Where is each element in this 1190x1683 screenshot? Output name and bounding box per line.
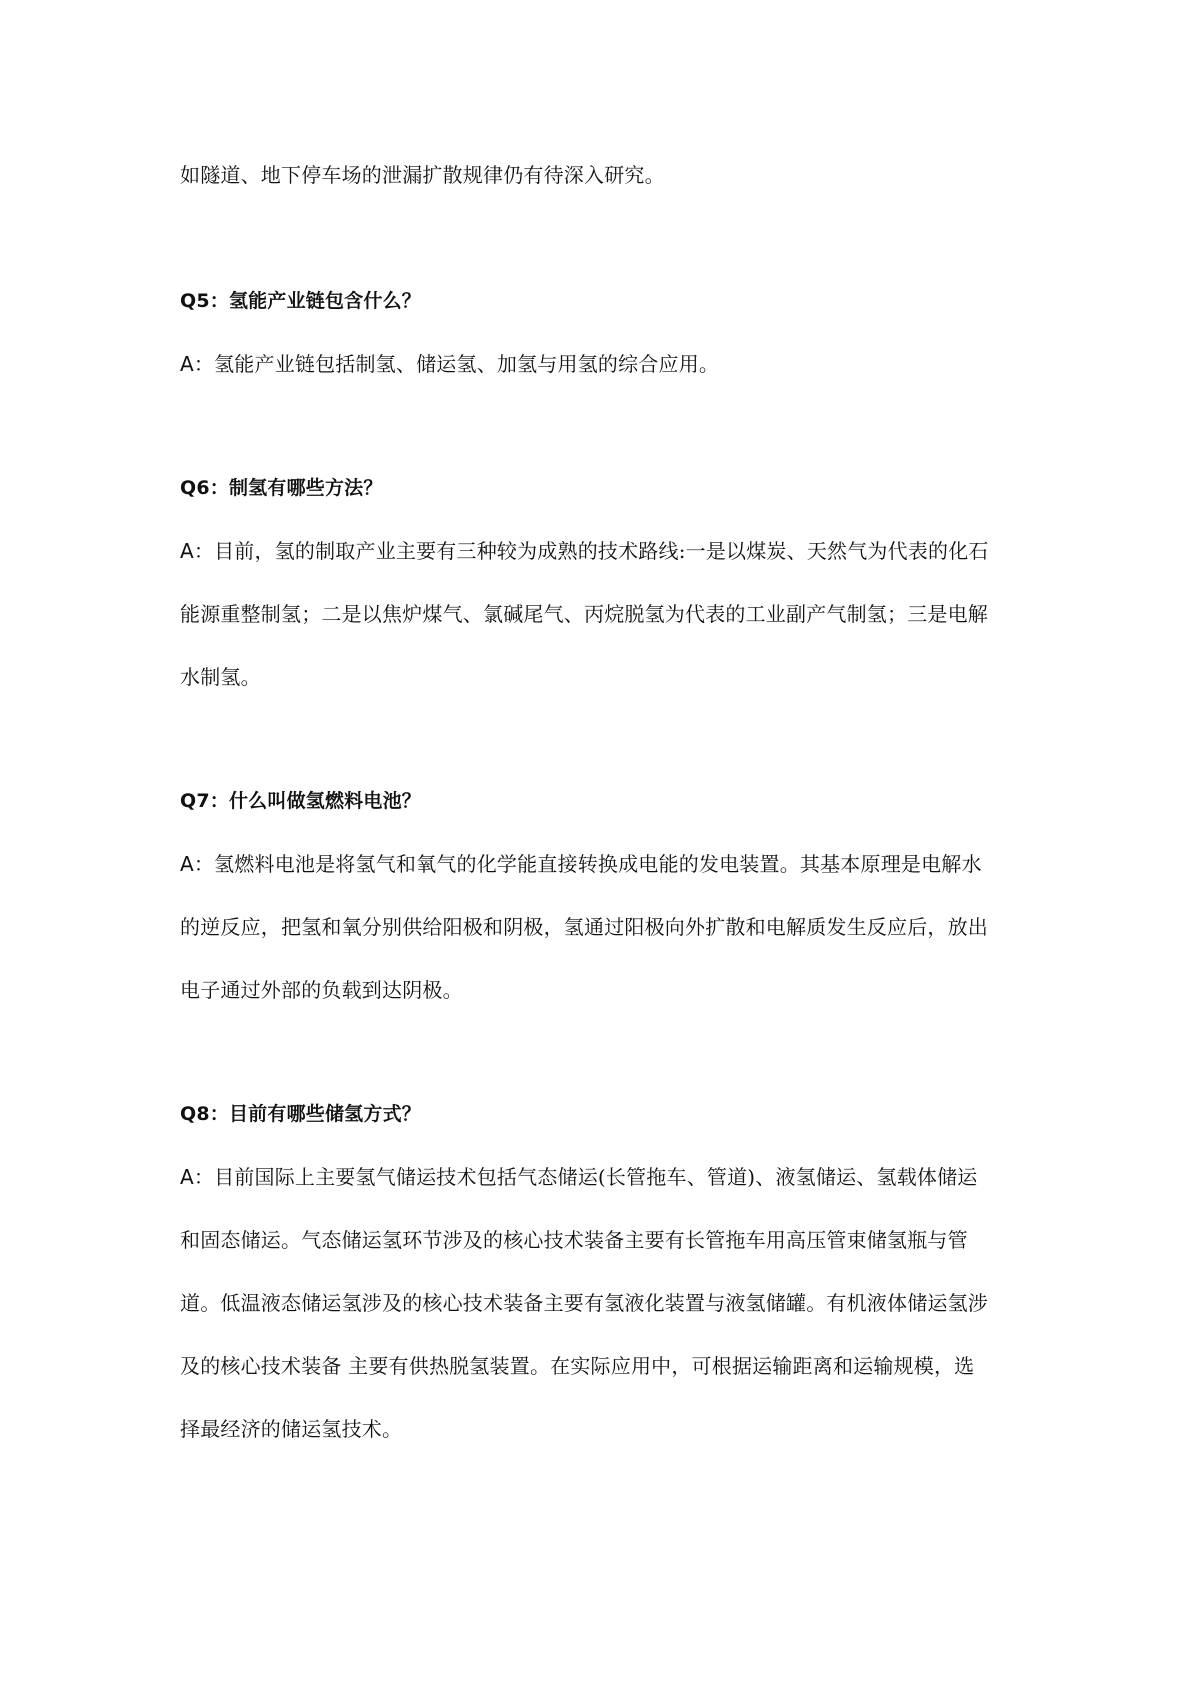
question-q5: Q5：氢能产业链包含什么？	[180, 290, 421, 312]
answer-q7-line-1	[180, 850, 1020, 878]
answer-q6-line-2: 能源重整制氢；二是以焦炉煤气、氯碱尾气、丙烷脱氢为代表的工业副产气制氢；三是电解	[180, 602, 988, 626]
answer-text: 目前国际上主要氢气储运技术包括气态储运(长管拖车、管道)、液氢储运、氢载体储运	[214, 1165, 978, 1189]
answer-prefix: A：	[180, 1165, 215, 1189]
answer-q8-line-5: 择最经济的储运氢技术。	[180, 1417, 403, 1441]
answer-q7-line-2: 的逆反应，把氢和氧分别供给阳极和阴极，氢通过阳极向外扩散和电解质发生反应后，放出	[180, 915, 988, 939]
answer-prefix: A：	[180, 539, 215, 563]
answer-prefix: A：	[180, 352, 215, 376]
answer-text: 目前，氢的制取产业主要有三种较为成熟的技术路线:一是以煤炭、天然气为代表的化石	[214, 539, 989, 563]
answer-q8-line-3: 道。低温液态储运氢涉及的核心技术装备主要有氢液化装置与液氢储罐。有机液体储运氢涉	[180, 1291, 988, 1315]
answer-prefix: A：	[180, 852, 215, 876]
answer-q8-line-1	[180, 1163, 1020, 1191]
answer-text: 氢燃料电池是将氢气和氧气的化学能直接转换成电能的发电装置。其基本原理是电解水	[214, 852, 982, 876]
question-q7: Q7：什么叫做氢燃料电池？	[180, 790, 421, 812]
answer-q8-line-4: 及的核心技术装备 主要有供热脱氢装置。在实际应用中，可根据运输距离和运输规模，选	[180, 1354, 975, 1378]
intro-line-1: 如隧道、地下停车场的泄漏扩散规律仍有待深入研究。	[180, 163, 665, 187]
answer-text: 氢能产业链包括制氢、储运氢、加氢与用氢的综合应用。	[214, 352, 720, 376]
answer-q6-line-3: 水制氢。	[180, 665, 261, 689]
answer-q5-line-1	[180, 350, 1020, 378]
answer-q6-line-1	[180, 537, 1020, 565]
answer-q8-line-2: 和固态储运。气态储运氢环节涉及的核心技术装备主要有长管拖车用高压管束储氢瓶与管	[180, 1228, 968, 1252]
question-q8: Q8：目前有哪些储氢方式？	[180, 1103, 421, 1125]
question-q6: Q6：制氢有哪些方法？	[180, 477, 383, 499]
answer-q7-line-3: 电子通过外部的负载到达阴极。	[180, 978, 463, 1002]
